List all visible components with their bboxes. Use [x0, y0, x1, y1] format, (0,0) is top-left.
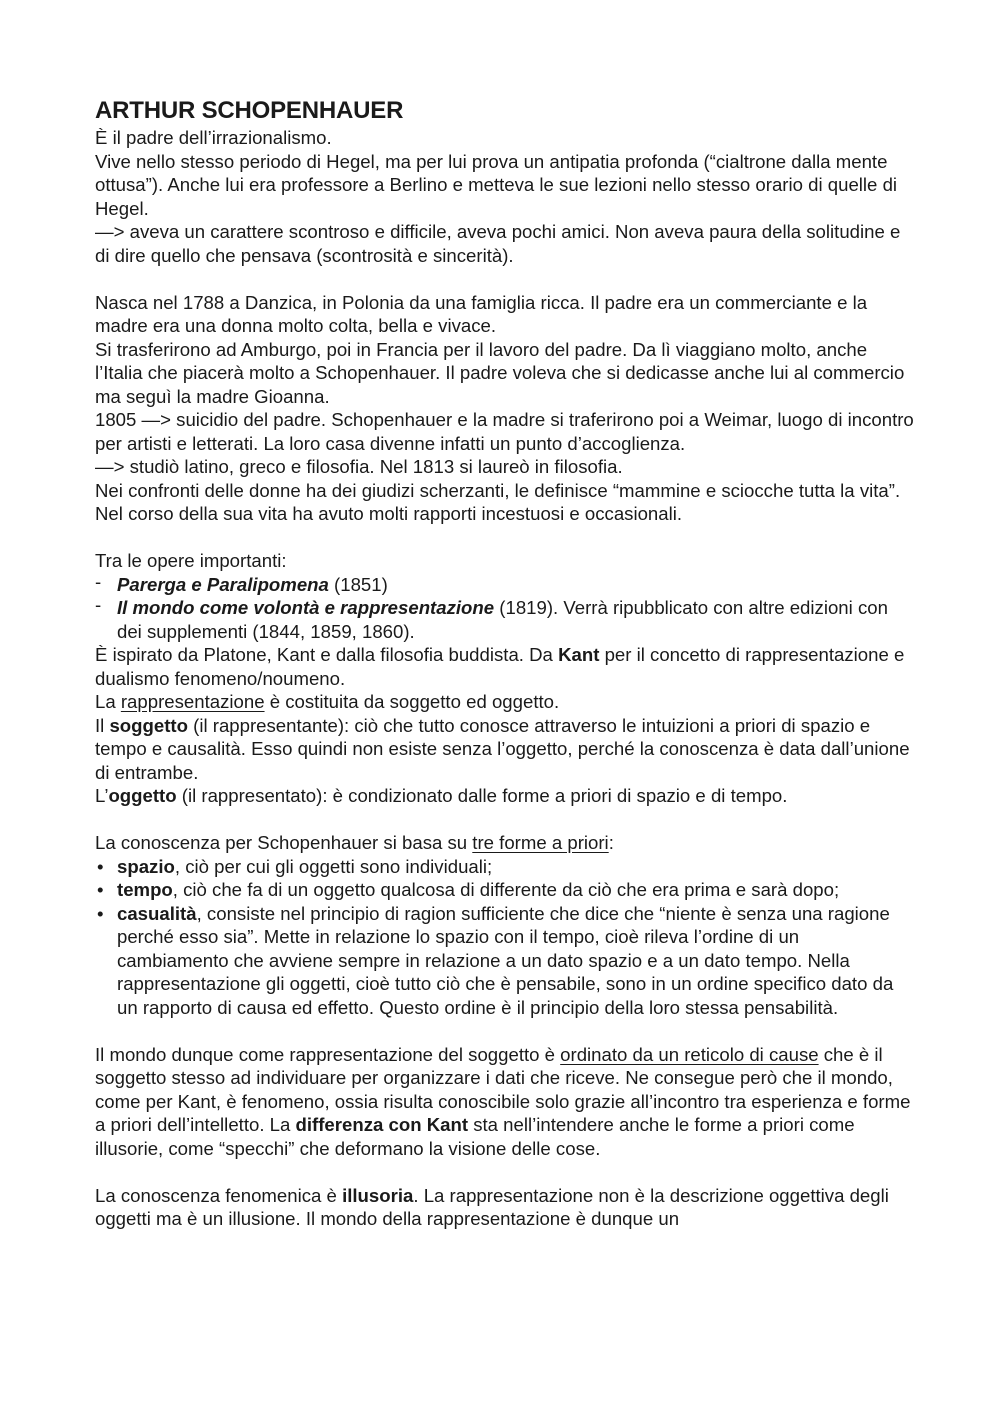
work-detail: (1851): [328, 573, 388, 595]
text-run: (il rappresentato): è condizionato dalle forme a priori di spazio e di tempo.: [176, 785, 788, 806]
bold-term: casualità: [117, 902, 197, 924]
influence-paragraph: [95, 643, 915, 690]
paragraph-gap: [95, 808, 915, 832]
bold-term: differenza con Kant: [295, 1114, 469, 1135]
forms-list-item: [95, 855, 915, 879]
work-title: Parerga e Paralipomena: [117, 573, 329, 595]
text-run: , ciò che fa di un oggetto qualcosa di differente da ciò che era prima e sarà dopo;: [172, 879, 840, 900]
bold-term: oggetto: [108, 785, 177, 806]
bio-paragraph-2: Si trasferirono ad Amburgo, poi in Francia per il lavoro del padre. Da lì viaggiano molto, anche l’Italia che piacerà molto a Schopenhauer. Il padre voleva che si dedicasse anche lui al commercio ma seguì la madre Gioanna.: [95, 338, 905, 407]
bio-paragraph-5: Nei confronti delle donne ha dei giudizi scherzanti, le definisce “mammine e sciocche tutta la vita”. Nel corso della sua vita ha avuto molti rapporti incestuosi e occasionali.: [95, 479, 901, 524]
world-paragraph: [95, 1043, 915, 1161]
forms-intro: [95, 831, 915, 855]
text-run: La conoscenza fenomenica è: [95, 1184, 343, 1206]
intro-line-2: Vive nello stesso periodo di Hegel, ma per lui prova un antipatia profonda (“cialtrone dalla mente ottusa”). Anche lui era professore a Berlino e metteva le sue lezioni nello stesso orario di quelle di Hegel.: [95, 150, 898, 219]
text-run: :: [608, 832, 614, 853]
text-run: , ciò per cui gli oggetti sono individuali;: [174, 855, 493, 877]
text-run: Il mondo dunque come rappresentazione del soggetto è: [95, 1043, 561, 1065]
paragraph-gap: [95, 267, 915, 291]
bold-term: spazio: [117, 855, 175, 877]
text-run: sta nell’intendere anche le forme a priori come illusorie, come “specchi” che deformano la visione delle cose.: [95, 1114, 855, 1159]
works-list-item: [95, 573, 915, 597]
text-run: per il concetto di rappresentazione e dualismo fenomeno/noumeno.: [95, 644, 905, 689]
page-title: ARTHUR SCHOPENHAUER: [95, 97, 404, 124]
text-run: è costituita da soggetto ed oggetto.: [264, 691, 560, 712]
representation-paragraph: [95, 690, 915, 714]
bio-paragraph-1: Nasca nel 1788 a Danzica, in Polonia da una famiglia ricca. Il padre era un commerciante e la madre era una donna molto colta, bella e vivace.: [95, 291, 868, 336]
paragraph-gap: [95, 1019, 915, 1043]
works-list: [95, 573, 915, 644]
text-run: La: [95, 691, 121, 712]
bio-paragraph-3: 1805 —> suicidio del padre. Schopenhauer e la madre si traferirono poi a Weimar, luogo di incontro per artisti e letterati. La loro casa divenne infatti un punto d’accoglienza.: [95, 409, 914, 454]
work-detail: (1819). Verrà ripubblicato con altre edizioni con dei supplementi (1844, 1859, 1860).: [117, 597, 888, 642]
paragraph-gap: [95, 1160, 915, 1184]
knowledge-paragraph: [95, 1184, 915, 1231]
underlined-term: tre forme a priori: [472, 832, 609, 853]
paragraph-gap: [95, 526, 915, 550]
text-run: (il rappresentante): ciò che tutto conosce attraverso le intuizioni a priori di spazio e tempo e causalità. Esso quindi non esiste senza l’oggetto, perché la conoscenza è data dall’unione di entrambe.: [95, 714, 910, 783]
text-run: , consiste nel principio di ragion sufficiente che dice che “niente è senza una ragione perché esso sia”. Mette in relazione lo spazio con il tempo, cioè rileva l’ordine di un cambiamento che avviene sempre in relazione a un dato spazio e a un dato tempo. Nella rappresentazione gli oggetti, cioè tutto ciò che è pensabile, sono in un ordine specifico dato da un rapporto di causa ed effetto. Questo ordine è il principio della loro stessa pensabilità.: [117, 902, 894, 1018]
bold-term: tempo: [117, 879, 173, 900]
intro-line-3: —> aveva un carattere scontroso e difficile, aveva pochi amici. Non aveva paura della solitudine e di dire quello che pensava (scontrosità e sincerità).: [95, 221, 901, 266]
work-title: Il mondo come volontà e rappresentazione: [117, 597, 495, 618]
forms-list-item: [95, 878, 915, 902]
text-run: Il: [95, 714, 110, 736]
text-run: La conoscenza per Schopenhauer si basa su: [95, 832, 473, 853]
text-run: che è il soggetto stesso ad individuare per organizzare i dati che riceve. Ne consegue però che il mondo, come per Kant, è fenomeno, ossia risulta conoscibile solo grazie all’incontro tra esperienza e forme a priori dell’intelletto. La: [95, 1043, 911, 1135]
intro-line-1: È il padre dell’irrazionalismo.: [95, 127, 332, 148]
underlined-term: ordinato da un reticolo di cause: [560, 1043, 819, 1065]
text-run: . La rappresentazione non è la descrizione oggettiva degli oggetti ma è un illusione. Il mondo della rappresentazione è dunque un: [95, 1184, 889, 1229]
document-body: [95, 96, 915, 1231]
works-list-item: [95, 596, 915, 643]
text-run: L’: [95, 785, 109, 806]
bold-term: soggetto: [109, 714, 188, 736]
forms-list-item: [95, 902, 915, 1020]
underlined-term: rappresentazione: [120, 691, 265, 712]
object-paragraph: [95, 784, 915, 808]
text-run: È ispirato da Platone, Kant e dalla filosofia buddista. Da: [95, 644, 559, 665]
bio-paragraph-4: —> studiò latino, greco e filosofia. Nel 1813 si laureò in filosofia.: [95, 456, 623, 477]
subject-paragraph: [95, 714, 915, 785]
works-heading: Tra le opere importanti:: [95, 550, 287, 571]
bold-term: Kant: [558, 644, 600, 665]
bold-term: illusoria: [342, 1184, 414, 1206]
forms-list: [95, 855, 915, 1020]
